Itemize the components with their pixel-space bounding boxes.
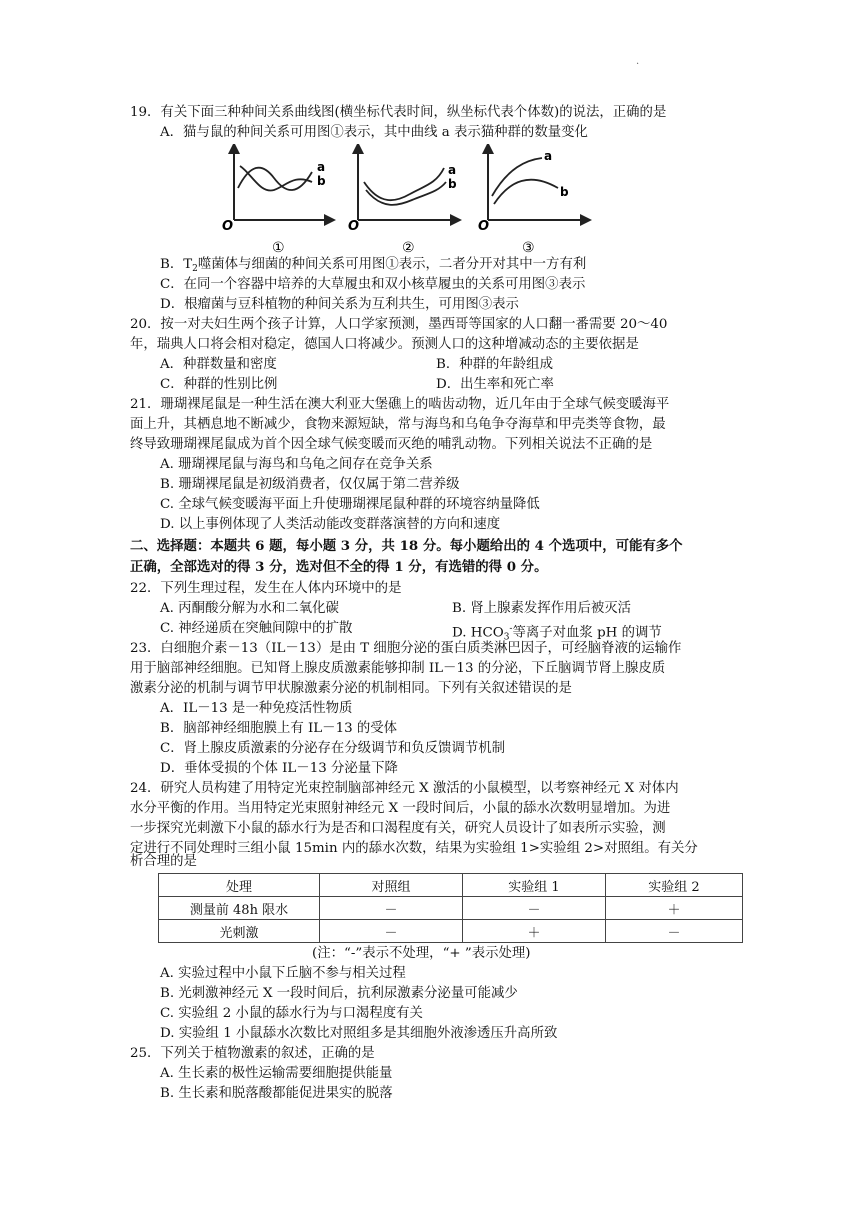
table-header-row [159, 874, 743, 897]
q23-option-d: D．垂体受损的个体 IL－13 分泌量下降 [160, 761, 398, 776]
q22-stem: 22．下列生理过程，发生在人体内环境中的是 [130, 581, 402, 596]
page-mark: . [636, 56, 640, 67]
q23-option-c: C．肾上腺皮质激素的分泌存在分级调节和负反馈调节机制 [160, 741, 506, 756]
q22-option-b: B. 肾上腺素发挥作用后被灭活 [452, 601, 632, 616]
q25-option-a: A. 生长素的极性运输需要细胞提供能量 [160, 1066, 393, 1081]
graph2-label-b: b [448, 177, 457, 191]
q19-option-c: C．在同一个容器中培养的大草履虫和双小核草履虫的关系可用图③表示 [160, 277, 586, 292]
graph1-origin: O [222, 219, 234, 234]
q21-option-c: C. 全球气候变暖海平面上升使珊瑚裸尾鼠种群的环境容纳量降低 [160, 497, 540, 512]
q24-option-c: C. 实验组 2 小鼠的舔水行为与口渴程度有关 [160, 1006, 423, 1021]
table-cell: 光刺激 [159, 920, 320, 943]
table-cell: ＋ [463, 920, 606, 943]
q21-option-d: D. 以上事例体现了人类活动能改变群落演替的方向和速度 [160, 517, 501, 532]
q24-stem-4: 定进行不同处理时三组小鼠 15min 内的舔水次数，结果为实验组 1>实验组 2>对照组。有关分 [130, 841, 698, 856]
q23-stem-3: 激素分泌的机制与调节甲状腺激素分泌的机制相同。下列有关叙述错误的是 [130, 681, 572, 696]
graph2-caption: ② [402, 240, 415, 256]
q22-option-d: D. $HCO_3^-$等离子对血浆 pH 的调节 [452, 624, 662, 643]
graph3-caption: ③ [522, 240, 535, 256]
q21-option-a: A. 珊瑚裸尾鼠与海鸟和乌龟之间存在竞争关系 [160, 457, 433, 472]
q24-table-note: (注：“-”表示不处理，“+ ”表示处理) [312, 946, 531, 961]
q24-stem-3: 一步探究光刺激下小鼠的舔水行为是否和口渴程度有关，研究人员设计了如表所示实验，测 [130, 821, 666, 836]
q20-stem-1: 20．按一对夫妇生两个孩子计算，人口学家预测，墨西哥等国家的人口翻一番需要 20～40 [130, 317, 668, 332]
q21-stem-3: 终导致珊瑚裸尾鼠成为首个因全球气候变暖而灭绝的哺乳动物。下列相关说法不正确的是 [130, 437, 653, 452]
table-row [159, 920, 743, 943]
q19-option-b: B．$T_2$噬菌体与细菌的种间关系可用图①表示，二者分开对其中一方有利 [160, 257, 587, 274]
q19-graphs [220, 144, 600, 256]
q23-stem-1: 23．白细胞介素－13（IL－13）是由 T 细胞分泌的蛋白质类淋巴因子，可经脑脊液的运输作 [130, 641, 682, 656]
table-cell: － [606, 920, 743, 943]
q24-table [158, 873, 743, 943]
q24-stem-5: 析合理的是 [130, 854, 197, 869]
q24-option-a: A. 实验过程中小鼠下丘脑不参与相关过程 [160, 966, 406, 981]
q19-stem: 19．有关下面三种种间关系曲线图(横坐标代表时间，纵坐标代表个体数)的说法，正确的是 [130, 105, 667, 120]
table-header: 对照组 [320, 874, 463, 897]
graph2-origin: O [348, 219, 360, 234]
graph1-label-a: a [317, 160, 326, 174]
table-header: 实验组 1 [463, 874, 606, 897]
table-cell: － [320, 897, 463, 920]
graph3-label-a: a [544, 149, 553, 163]
section2-heading-1: 二、选择题：本题共 6 题，每小题 3 分，共 18 分。每小题给出的 4 个选项中，可能有多个 [130, 538, 683, 554]
graph1-caption: ① [272, 240, 285, 256]
q21-option-b: B. 珊瑚裸尾鼠是初级消费者，仅仅属于第二营养级 [160, 477, 460, 492]
q20-option-b: B．种群的年龄组成 [436, 357, 553, 372]
graph-2 [348, 148, 457, 256]
q25-option-b: B. 生长素和脱落酸都能促进果实的脱落 [160, 1086, 393, 1101]
graph3-label-b: b [560, 185, 569, 199]
section2-heading-2: 正确，全部选对的得 3 分，选对但不全的得 1 分，有选错的得 0 分。 [130, 559, 548, 575]
q24-stem-2: 水分平衡的作用。当用特定光束照射神经元 X 一段时间后，小鼠的舔水次数明显增加。为进 [130, 801, 671, 816]
q20-stem-2: 年，瑞典人口将会相对稳定，德国人口将减少。预测人口的这种增减动态的主要依据是 [130, 337, 639, 352]
q20-option-a: A．种群数量和密度 [160, 357, 277, 372]
q22-option-c: C. 神经递质在突触间隙中的扩散 [160, 621, 353, 636]
q24-option-b: B. 光刺激神经元 X 一段时间后，抗利尿激素分泌量可能减少 [160, 986, 518, 1001]
table-cell: 测量前 48h 限水 [159, 897, 320, 920]
table-row [159, 897, 743, 920]
table-cell: ＋ [606, 897, 743, 920]
q19-option-a: A．猫与鼠的种间关系可用图①表示，其中曲线 a 表示猫种群的数量变化 [160, 125, 588, 140]
table-cell: － [463, 897, 606, 920]
table-header: 处理 [159, 874, 320, 897]
graph-1 [222, 148, 330, 256]
graph3-origin: O [478, 219, 490, 234]
table-header: 实验组 2 [606, 874, 743, 897]
q21-stem-2: 面上升，其栖息地不断减少，食物来源短缺，常与海鸟和乌龟争夺海草和甲壳类等食物，最 [130, 417, 666, 432]
q24-option-d: D. 实验组 1 小鼠舔水次数比对照组多是其细胞外液渗透压升高所致 [160, 1026, 558, 1041]
q22-option-a: A. 丙酮酸分解为水和二氧化碳 [160, 601, 339, 616]
graph1-label-b: b [317, 174, 326, 188]
q25-stem: 25．下列关于植物激素的叙述，正确的是 [130, 1046, 375, 1061]
graph2-label-a: a [448, 163, 457, 177]
q24-stem-1: 24．研究人员构建了用特定光束控制脑部神经元 X 激活的小鼠模型，以考察神经元 X 对体内 [130, 781, 679, 796]
q19-option-d: D．根瘤菌与豆科植物的种间关系为互利共生，可用图③表示 [160, 297, 519, 312]
q23-stem-2: 用于脑部神经细胞。已知肾上腺皮质激素能够抑制 IL－13 的分泌，下丘脑调节肾上腺皮质 [130, 661, 666, 676]
table-cell: － [320, 920, 463, 943]
q20-option-d: D．出生率和死亡率 [436, 377, 554, 392]
graph-3 [478, 148, 586, 256]
q20-option-c: C．种群的性别比例 [160, 377, 278, 392]
q23-option-a: A．IL－13 是一种免疫活性物质 [160, 701, 353, 716]
q21-stem-1: 21．珊瑚裸尾鼠是一种生活在澳大利亚大堡礁上的啮齿动物，近几年由于全球气候变暖海平 [130, 397, 670, 412]
q23-option-b: B．脑部神经细胞膜上有 IL－13 的受体 [160, 721, 398, 736]
